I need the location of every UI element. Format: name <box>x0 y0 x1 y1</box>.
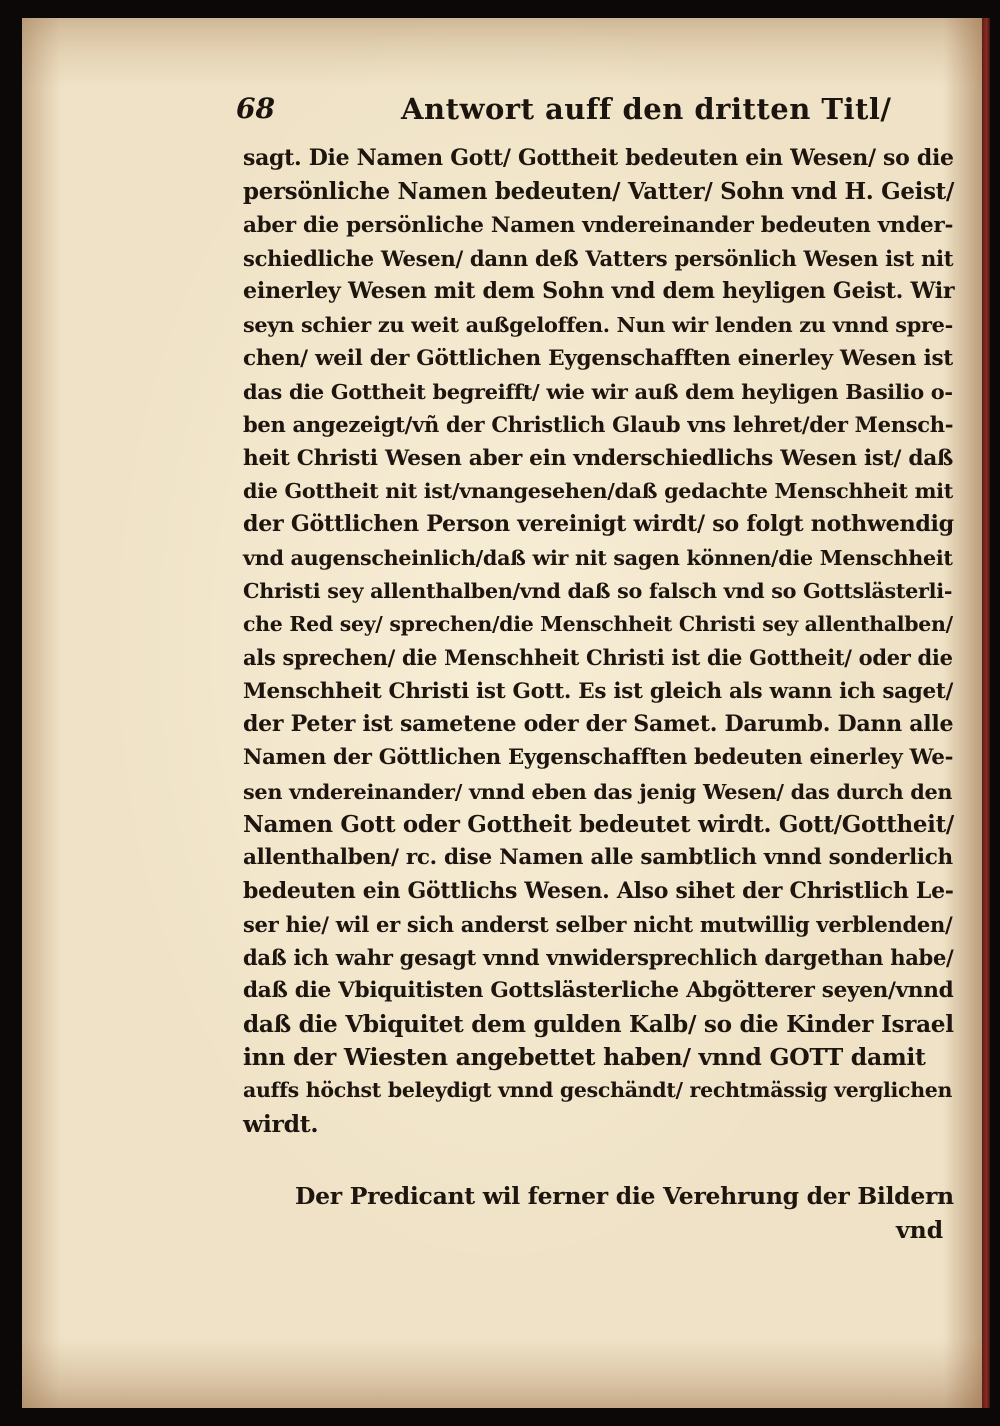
text-line: wirdt. <box>243 1109 319 1138</box>
text-line: einerley Wesen mit dem Sohn vnd dem heyligen Geist. Wir <box>243 278 955 305</box>
text-line: Der Predicant wil ferner die Verehrung der Bildern <box>295 1182 954 1210</box>
text-line: heit Christi Wesen aber ein vnderschiedlichs Wesen ist/ daß <box>243 445 954 471</box>
text-line: inn der Wiesten angebettet haben/ vnnd GOTT damit <box>243 1043 926 1072</box>
text-line: schiedliche Wesen/ dann deß Vatters persönlich Wesen ist nit <box>243 245 954 271</box>
text-line: sagt. Die Namen Gott/ Gottheit bedeuten ein Wesen/ so die <box>243 145 954 171</box>
text-line: der Peter ist sametene oder der Samet. Darumb. Dann alle <box>243 711 954 738</box>
text-line: Namen der Göttlichen Eygenschafften bedeuten einerley We- <box>243 745 954 771</box>
text-line: auffs höchst beleydigt vnnd geschändt/ rechtmässig verglichen <box>243 1078 953 1103</box>
text-line: sen vndereinander/ vnnd eben das jenig Wesen/ das durch den <box>243 778 953 804</box>
text-line: bedeuten ein Göttlichs Wesen. Also sihet der Christlich Le- <box>243 877 954 904</box>
text-line: Namen Gott oder Gottheit bedeutet wirdt. Gott/Gottheit/ <box>243 810 954 838</box>
paragraph-1 <box>243 142 955 1141</box>
text-line: daß die Vbiquitet dem gulden Kalb/ so die Kinder Israel <box>243 1010 954 1038</box>
paragraph-2 <box>243 1180 955 1213</box>
text-line: seyn schier zu weit außgeloffen. Nun wir lenden zu vnnd spre- <box>243 312 953 338</box>
text-line: Christi sey allenthalben/vnd daß so falsch vnd so Gottslästerli- <box>243 578 953 603</box>
text-line: der Göttlichen Person vereinigt wirdt/ so folgt nothwendig <box>243 511 954 538</box>
text-line: chen/ weil der Göttlichen Eygenschafften einerley Wesen ist <box>243 345 953 371</box>
text-line: ben angezeigt/vñ der Christlich Glaub vns lehret/der Mensch- <box>243 412 954 438</box>
text-line: das die Gottheit begreifft/ wie wir auß dem heyligen Basilio o- <box>243 379 953 405</box>
text-line: vnd augenscheinlich/daß wir nit sagen können/die Menschheit <box>243 545 953 570</box>
text-line: daß ich wahr gesagt vnnd vnwidersprechlich dargethan habe/ <box>243 945 954 971</box>
text-line: ser hie/ wil er sich anderst selber nicht mutwillig verblenden/ <box>243 911 953 937</box>
page-edge <box>982 18 990 1408</box>
text-line: aber die persönliche Namen vndereinander bedeuten vnder- <box>243 212 954 238</box>
text-line: persönliche Namen bedeuten/ Vatter/ Sohn vnd H. Geist/ <box>243 178 955 206</box>
text-line: daß die Vbiquitisten Gottslästerliche Abgötterer seyen/vnnd <box>243 978 954 1004</box>
text-line: die Gottheit nit ist/vnangesehen/daß gedachte Menschheit mit <box>243 478 954 503</box>
page-header <box>236 88 892 132</box>
text-line: Menschheit Christi ist Gott. Es ist gleich als wann ich saget/ <box>243 678 954 704</box>
catchword: vnd <box>896 1216 944 1244</box>
text-line: allenthalben/ rc. dise Namen alle sambtlich vnnd sonderlich <box>243 845 953 871</box>
running-title: Antwort auff den dritten Titl/ <box>401 92 892 126</box>
text-line: che Red sey/ sprechen/die Menschheit Christi sey allenthalben/ <box>243 612 953 637</box>
text-line: als sprechen/ die Menschheit Christi ist die Gottheit/ oder die <box>243 645 953 671</box>
page-number: 68 <box>236 92 275 125</box>
